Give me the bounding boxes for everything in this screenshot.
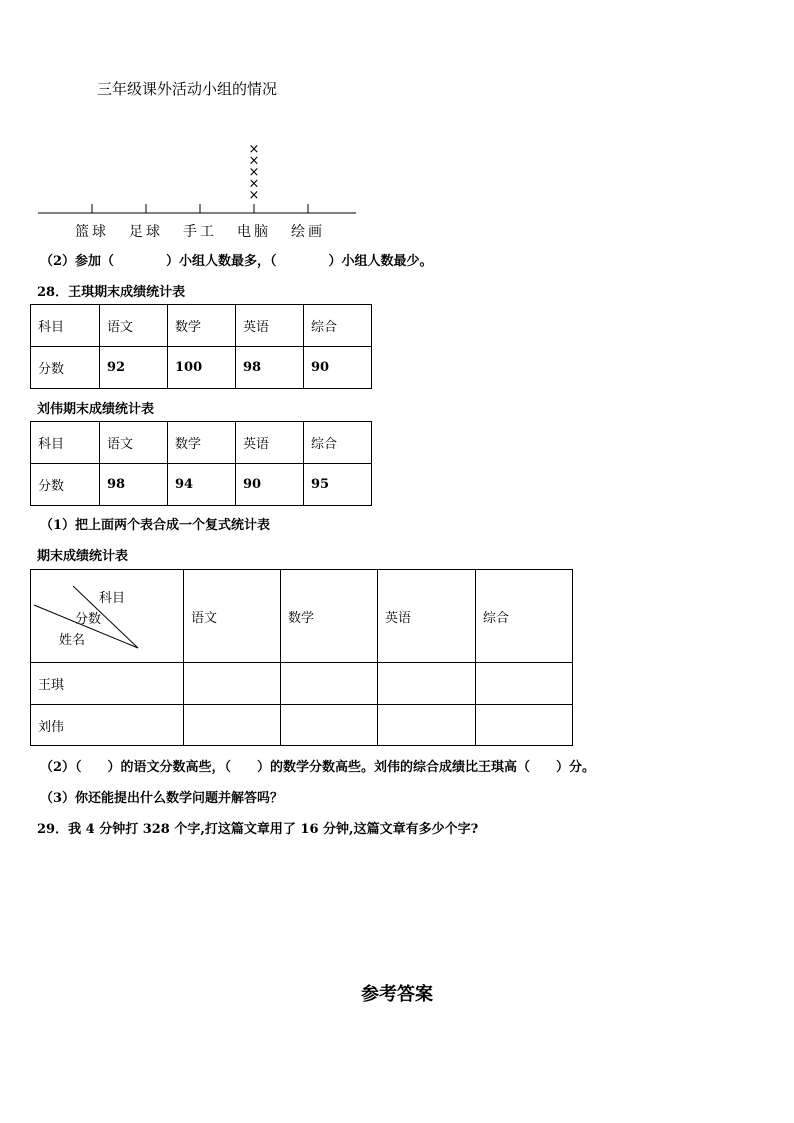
q28-sub3: （3）你还能提出什么数学问题并解答吗？ [40,791,284,806]
answer-cell[interactable] [476,663,573,705]
corner-name-label: 姓名 [59,633,86,648]
liuwei-score-table [30,421,372,506]
header-cell: 英语 [378,570,476,663]
answer-cell[interactable] [184,663,281,705]
x-tick-label: 篮球 [75,224,109,240]
cross-mark: × [248,165,260,180]
question-2: （2）参加（ ）小组人数最多，（ ）小组人数最少。 [40,254,433,269]
x-tick-label: 绘画 [291,224,325,240]
score-cell: 98 [236,347,304,389]
header-cell: 语文 [100,305,168,347]
header-cell: 综合 [476,570,573,663]
q28-title: 28．王琪期末成绩统计表 [37,285,186,300]
header-cell: 数学 [168,422,236,464]
score-cell: 95 [304,464,372,506]
answer-cell[interactable] [281,705,378,746]
chart-title: 三年级课外活动小组的情况 [97,80,278,98]
combined-score-table [30,569,573,746]
header-cell: 数学 [281,570,378,663]
score-cell: 98 [100,464,168,506]
row-label: 刘伟 [31,705,184,746]
cross-mark: × [248,176,260,192]
table-row [31,422,372,464]
header-cell: 英语 [236,422,304,464]
score-cell: 90 [304,347,372,389]
score-cell: 100 [168,347,236,389]
line-plot [30,135,360,245]
score-cell: 92 [100,347,168,389]
header-cell: 综合 [304,305,372,347]
x-tick-label: 电脑 [237,224,271,240]
row-label: 分数 [31,464,100,506]
header-cell: 语文 [100,422,168,464]
header-cell: 科目 [31,422,100,464]
row-label: 王琪 [31,663,184,705]
row-label: 分数 [31,347,100,389]
table-row [31,464,372,506]
answer-cell[interactable] [184,705,281,746]
x-tick-label: 手工 [183,224,217,240]
score-cell: 94 [168,464,236,506]
table-row [31,570,573,663]
answer-cell[interactable] [476,705,573,746]
answer-cell[interactable] [378,705,476,746]
diagonal-lines [31,570,183,663]
table-row [31,305,372,347]
diagonal-header-cell [31,570,184,663]
header-cell: 科目 [31,305,100,347]
score-cell: 90 [236,464,304,506]
header-cell: 综合 [304,422,372,464]
q28-sub1: （1）把上面两个表合成一个复式统计表 [40,518,271,533]
cross-mark: × [248,142,260,157]
table-row [31,705,573,746]
table-row [31,347,372,389]
corner-subject-label: 科目 [99,591,126,606]
answer-cell[interactable] [378,663,476,705]
wangqi-score-table [30,304,372,389]
header-cell: 数学 [168,305,236,347]
cross-mark: × [248,153,260,169]
corner-score-label: 分数 [75,612,102,627]
answer-cell[interactable] [281,663,378,705]
liuwei-table-title: 刘伟期末成绩统计表 [37,402,155,417]
q28-sub2: （2）（ ）的语文分数高些，（ ）的数学分数高些。刘伟的综合成绩比王琪高（ ）分。 [40,760,596,775]
combined-table-title: 期末成绩统计表 [37,549,129,564]
x-tick-label: 足球 [129,224,163,240]
cross-mark: × [248,188,260,203]
header-cell: 英语 [236,305,304,347]
answer-heading: 参考答案 [361,984,433,1005]
header-cell: 语文 [184,570,281,663]
q29: 29．我 4 分钟打 328 个字,打这篇文章用了 16 分钟,这篇文章有多少个字? [37,822,479,837]
table-row [31,663,573,705]
